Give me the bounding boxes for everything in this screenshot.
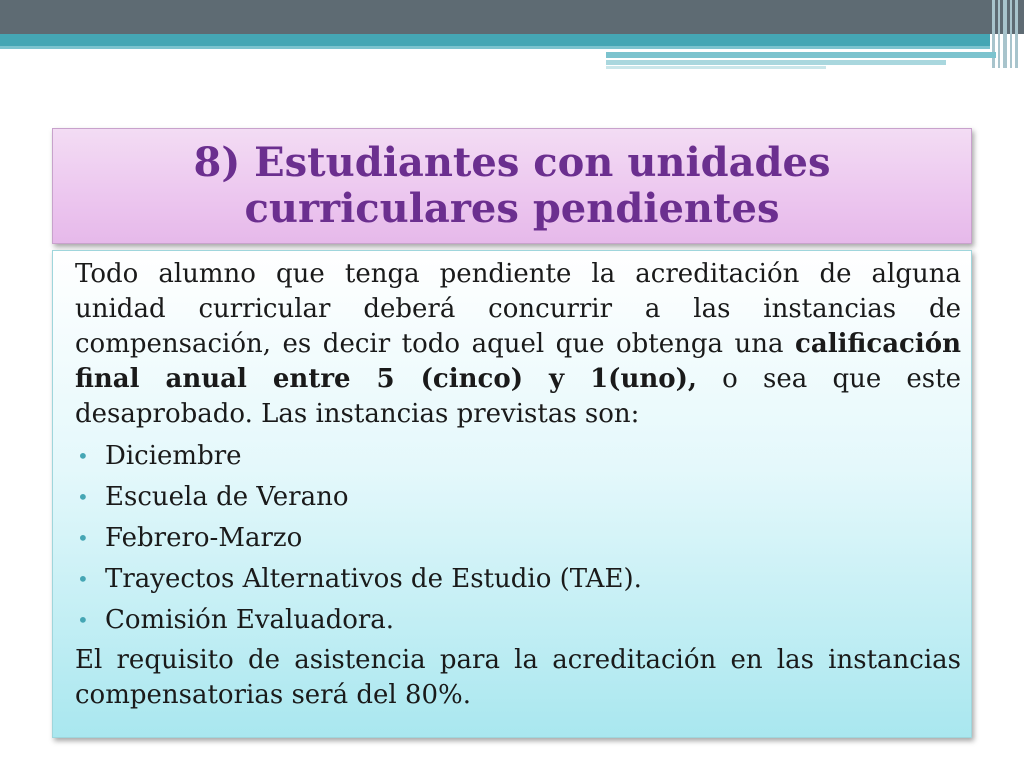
list-item — [75, 436, 961, 477]
decorative-bar — [606, 52, 996, 58]
intro-text-part2: o sea que este desaprobado. Las instancias previstas son: — [75, 364, 961, 429]
list-item — [75, 600, 961, 641]
list-item — [75, 477, 961, 518]
intro-paragraph — [75, 257, 961, 432]
list-item-text: Comisión Evaluadora. — [105, 605, 395, 635]
instances-list — [75, 436, 961, 641]
slide-title-box — [52, 128, 972, 244]
list-item — [75, 518, 961, 559]
bullet-dot-icon: • — [77, 444, 89, 468]
list-item — [75, 559, 961, 600]
bullet-dot-icon: • — [77, 608, 89, 632]
closing-paragraph: El requisito de asistencia para la acreditación en las instancias compensatorias será del 80%. — [75, 645, 961, 710]
list-item-text: Febrero-Marzo — [105, 523, 303, 553]
decorative-bar — [606, 66, 826, 69]
bullet-dot-icon: • — [77, 567, 89, 591]
bullet-dot-icon: • — [77, 526, 89, 550]
intro-text-bold: calificación final anual entre 5 (cinco) y 1(uno), — [75, 329, 961, 394]
slide-content-box — [52, 250, 972, 738]
header-accent-stripe — [0, 34, 990, 46]
list-item-text: Escuela de Verano — [105, 482, 349, 512]
header-accent-thin-stripe — [0, 46, 990, 49]
intro-text-part1: Todo alumno que tenga pendiente la acreditación de alguna unidad curricular deberá concurrir a las instancias de compensación, es decir todo aquel que obtenga una — [75, 259, 961, 359]
list-item-text: Diciembre — [105, 441, 242, 471]
header-band — [0, 0, 1024, 34]
bullet-dot-icon: • — [77, 485, 89, 509]
slide-title: 8) Estudiantes con unidades curriculares pendientes — [193, 139, 831, 232]
list-item-text: Trayectos Alternativos de Estudio (TAE). — [105, 564, 642, 594]
decorative-bar — [606, 60, 946, 65]
